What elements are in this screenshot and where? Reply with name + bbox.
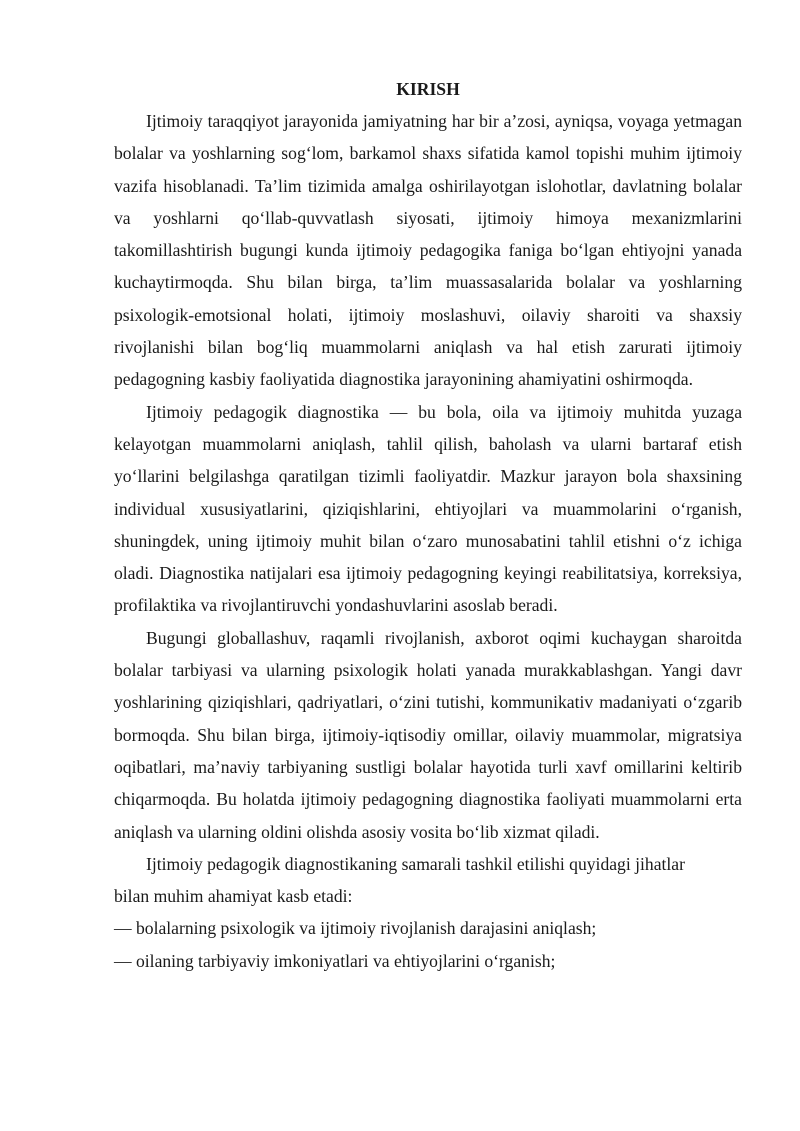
paragraph-3: Bugungi globallashuv, raqamli rivojlanish, axborot oqimi kuchaygan sharoitda bolalar tarbiyasi va ularning psixologik holati yanada murakkablashgan. Yangi davr yoshlarining qiziqishlari, qadriyatlari, o‘zini tutishi, kommunikativ madaniyati o‘zgarib bormoqda. Shu bilan birga, ijtimoiy-iqtisodiy omillar, oilaviy muammolar, migratsiya oqibatlari, ma’naviy tarbiyaning sustligi bolalar hayotida turli xavf omillarini keltirib chiqarmoqda. Bu holatda ijtimoiy pedagogning diagnostika faoliyati muammolarni erta aniqlash va ularning oldini olishda asosiy vosita bo‘lib xizmat qiladi.	[114, 627, 742, 842]
list-intro-line-1: Ijtimoiy pedagogik diagnostikaning samarali tashkil etilishi quyidagi jihatlar	[146, 853, 685, 874]
list-item: — bolalarning psixologik va ijtimoiy rivojlanish darajasini aniqlash;	[114, 918, 597, 939]
list-intro-line-2: bilan muhim ahamiyat kasb etadi:	[114, 886, 353, 907]
list-item: — oilaning tarbiyaviy imkoniyatlari va ehtiyojlarini o‘rganish;	[114, 950, 556, 971]
page-title: KIRISH	[396, 79, 460, 99]
document-page	[114, 73, 742, 977]
paragraph-2: Ijtimoiy pedagogik diagnostika — bu bola, oila va ijtimoiy muhitda yuzaga kelayotgan muammolarni aniqlash, tahlil qilish, baholash va ularni bartaraf etish yo‘llarini belgilashga qaratilgan tizimli faoliyatdir. Mazkur jarayon bola shaxsining individual xususiyatlarini, qiziqishlarini, ehtiyojlari va muammolarini o‘rganish, shuningdek, uning ijtimoiy muhit bilan o‘zaro munosabatini tahlil etishni o‘z ichiga oladi. Diagnostika natijalari esa ijtimoiy pedagogning keyingi reabilitatsiya, korreksiya, profilaktika va rivojlantiruvchi yondashuvlarini asoslab beradi.	[114, 401, 742, 616]
paragraph-1: Ijtimoiy taraqqiyot jarayonida jamiyatning har bir a’zosi, ayniqsa, voyaga yetmagan bolalar va yoshlarning sog‘lom, barkamol shaxs sifatida kamol topishi muhim ijtimoiy vazifa hisoblanadi. Ta’lim tizimida amalga oshirilayotgan islohotlar, davlatning bolalar va yoshlarni qo‘llab-quvvatlash siyosati, ijtimoiy himoya mexanizmlarini takomillashtirish bugungi kunda ijtimoiy pedagogika faniga bo‘lgan ehtiyojni yanada kuchaytirmoqda. Shu bilan birga, ta’lim muassasalarida bolalar va yoshlarning psixologik-emotsional holati, ijtimoiy moslashuvi, oilaviy sharoiti va shaxsiy rivojlanishi bilan bog‘liq muammolarni aniqlash va hal etish zarurati ijtimoiy pedagogning kasbiy faoliyatida diagnostika jarayonining ahamiyatini oshirmoqda.	[114, 111, 742, 390]
